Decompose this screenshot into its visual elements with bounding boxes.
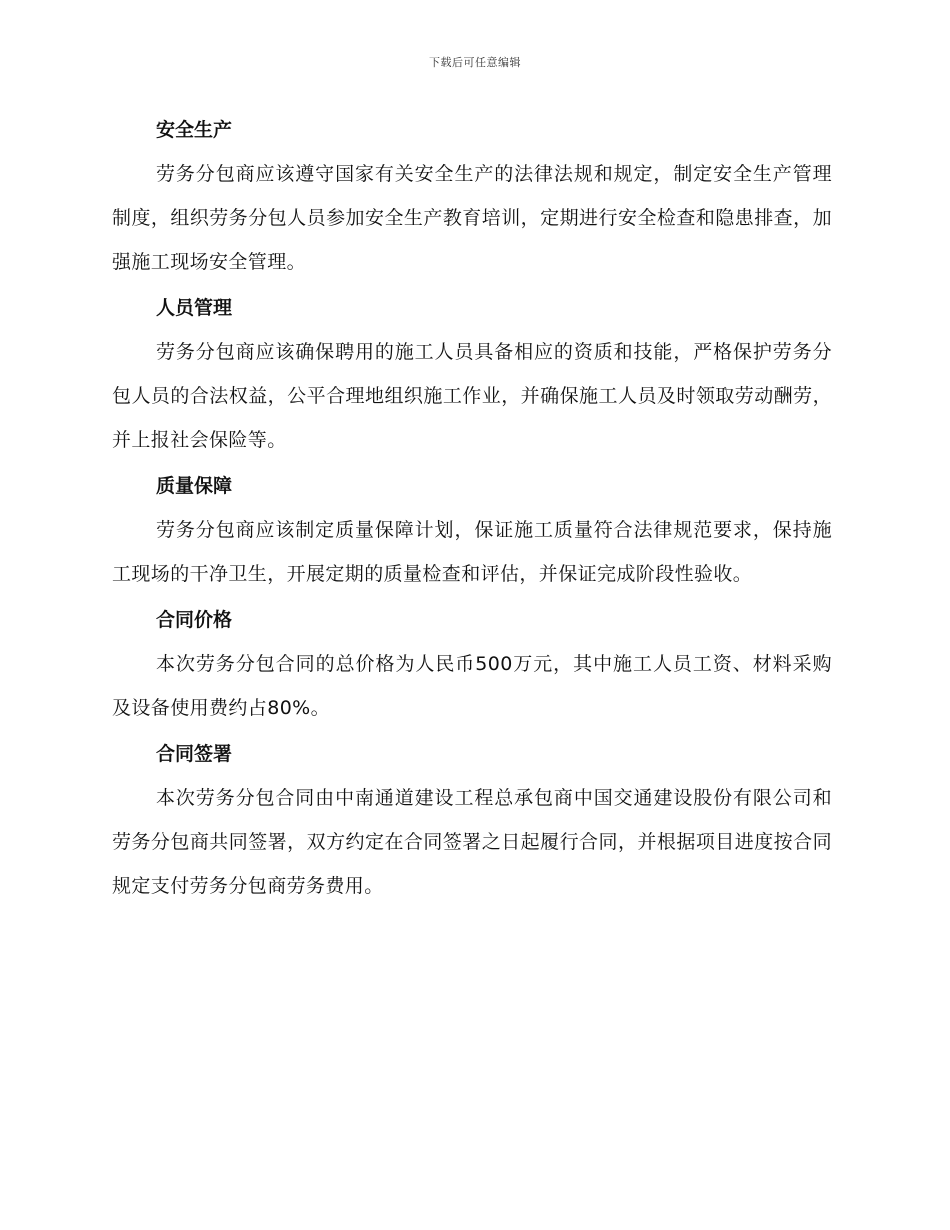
section-contract-signing xyxy=(112,732,832,908)
section-paragraph: 劳务分包商应该确保聘用的施工人员具备相应的资质和技能，严格保护劳务分包人员的合法权益，公平合理地组织施工作业，并确保施工人员及时领取劳动酬劳，并上报社会保险等。 xyxy=(112,341,832,451)
section-quality-assurance xyxy=(112,464,832,596)
section-safety-production xyxy=(112,108,832,284)
section-paragraph: 劳务分包商应该制定质量保障计划，保证施工质量符合法律规范要求，保持施工现场的干净卫生，开展定期的质量检查和评估，并保证完成阶段性验收。 xyxy=(112,519,832,585)
section-heading: 合同价格 xyxy=(156,609,233,631)
section-paragraph: 劳务分包商应该遵守国家有关安全生产的法律法规和规定，制定安全生产管理制度，组织劳务分包人员参加安全生产教育培训，定期进行安全检查和隐患排查，加强施工现场安全管理。 xyxy=(112,163,832,273)
section-paragraph: 本次劳务分包合同由中南通道建设工程总承包商中国交通建设股份有限公司和劳务分包商共同签署，双方约定在合同签署之日起履行合同，并根据项目进度按合同规定支付劳务分包商劳务费用。 xyxy=(112,787,832,897)
section-contract-price xyxy=(112,598,832,730)
section-heading: 安全生产 xyxy=(156,119,233,141)
document-body xyxy=(112,108,832,910)
section-heading: 人员管理 xyxy=(156,297,233,319)
section-personnel-management xyxy=(112,286,832,462)
page-header-note: 下载后可任意编辑 xyxy=(429,56,521,69)
section-heading: 质量保障 xyxy=(156,475,233,497)
section-heading: 合同签署 xyxy=(156,743,233,765)
section-paragraph: 本次劳务分包合同的总价格为人民币500万元，其中施工人员工资、材料采购及设备使用费约占80%。 xyxy=(112,653,832,719)
